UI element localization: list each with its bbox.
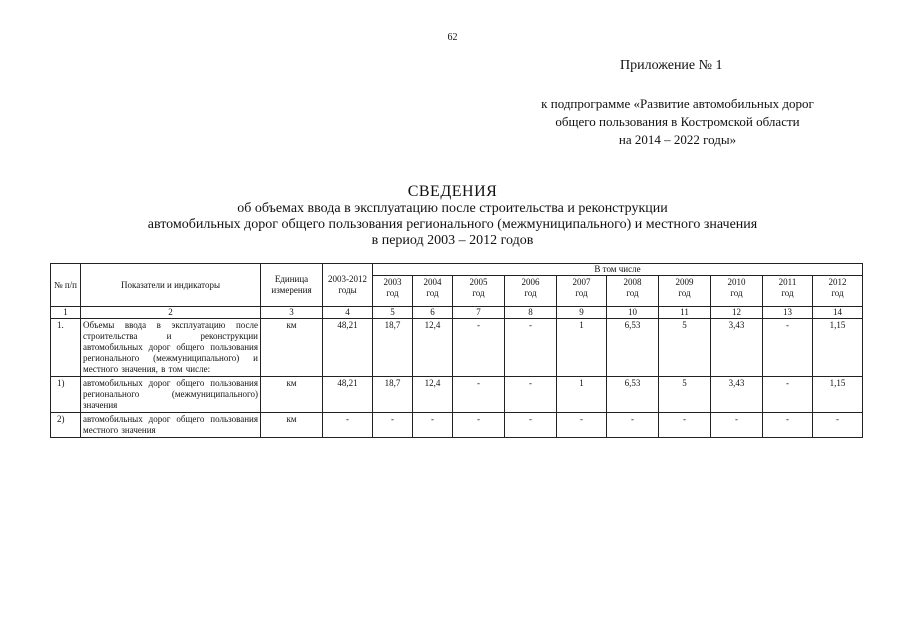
header-cell-year: 2011 год bbox=[763, 276, 813, 307]
appendix-title: Приложение № 1 bbox=[620, 58, 723, 73]
header-cell-year: 2003 год bbox=[373, 276, 413, 307]
row-value: - bbox=[453, 377, 505, 413]
table-row bbox=[51, 377, 863, 413]
header-cell-number: № п/п bbox=[51, 264, 81, 307]
subtitle bbox=[440, 95, 905, 149]
row-value: 12,4 bbox=[413, 377, 453, 413]
header-cell-indicator: Показатели и индикаторы bbox=[81, 264, 261, 307]
row-indicator: автомобильных дорог общего пользования регионального (межмуниципального) значения bbox=[81, 377, 261, 413]
row-value: - bbox=[453, 413, 505, 438]
header-cell-year: 2008 год bbox=[607, 276, 659, 307]
header-cell-year: 2007 год bbox=[557, 276, 607, 307]
header-cell-year: 2009 год bbox=[659, 276, 711, 307]
row-value: - bbox=[505, 377, 557, 413]
table-header-row bbox=[51, 264, 863, 276]
row-value: 12,4 bbox=[413, 319, 453, 377]
numbering-cell: 14 bbox=[813, 307, 863, 319]
row-value: - bbox=[557, 413, 607, 438]
row-total: - bbox=[323, 413, 373, 438]
row-value: - bbox=[505, 319, 557, 377]
data-table bbox=[50, 263, 863, 438]
numbering-cell: 9 bbox=[557, 307, 607, 319]
header-cell-group: В том числе bbox=[373, 264, 863, 276]
heading-line: автомобильных дорог общего пользования регионального (межмуниципального) и местного значения bbox=[147, 217, 758, 232]
row-number: 1. bbox=[51, 319, 81, 377]
row-value: - bbox=[453, 319, 505, 377]
row-value: 6,53 bbox=[607, 319, 659, 377]
row-value: - bbox=[763, 413, 813, 438]
document-heading-description bbox=[0, 201, 905, 249]
numbering-cell: 8 bbox=[505, 307, 557, 319]
numbering-cell: 6 bbox=[413, 307, 453, 319]
row-value: 1,15 bbox=[813, 319, 863, 377]
numbering-cell: 2 bbox=[81, 307, 261, 319]
numbering-cell: 4 bbox=[323, 307, 373, 319]
row-total: 48,21 bbox=[323, 377, 373, 413]
heading-line: в период 2003 – 2012 годов bbox=[371, 233, 534, 248]
header-cell-total: 2003-2012 годы bbox=[323, 264, 373, 307]
row-total: 48,21 bbox=[323, 319, 373, 377]
header-cell-unit: Единица измерения bbox=[261, 264, 323, 307]
row-indicator: Объемы ввода в эксплуатацию после строительства и реконструкции автомобильных дорог общего пользования регионального (межмуниципального) и местного значения, в том числе: bbox=[81, 319, 261, 377]
numbering-cell: 13 bbox=[763, 307, 813, 319]
row-value: - bbox=[607, 413, 659, 438]
row-value: 5 bbox=[659, 377, 711, 413]
row-number: 1) bbox=[51, 377, 81, 413]
row-value: - bbox=[813, 413, 863, 438]
header-cell-year: 2004 год bbox=[413, 276, 453, 307]
row-value: 18,7 bbox=[373, 377, 413, 413]
row-unit: км bbox=[261, 377, 323, 413]
row-value: - bbox=[763, 377, 813, 413]
row-value: 3,43 bbox=[711, 319, 763, 377]
numbering-cell: 10 bbox=[607, 307, 659, 319]
row-value: 5 bbox=[659, 319, 711, 377]
row-value: - bbox=[659, 413, 711, 438]
row-unit: км bbox=[261, 319, 323, 377]
table-row bbox=[51, 413, 863, 438]
header-cell-year: 2012 год bbox=[813, 276, 863, 307]
row-value: 18,7 bbox=[373, 319, 413, 377]
numbering-cell: 12 bbox=[711, 307, 763, 319]
row-value: 1,15 bbox=[813, 377, 863, 413]
table-row bbox=[51, 319, 863, 377]
row-number: 2) bbox=[51, 413, 81, 438]
header-cell-year: 2005 год bbox=[453, 276, 505, 307]
row-value: - bbox=[413, 413, 453, 438]
row-value: 6,53 bbox=[607, 377, 659, 413]
table-numbering-row bbox=[51, 307, 863, 319]
numbering-cell: 1 bbox=[51, 307, 81, 319]
row-value: 1 bbox=[557, 319, 607, 377]
row-value: - bbox=[373, 413, 413, 438]
numbering-cell: 7 bbox=[453, 307, 505, 319]
row-value: - bbox=[711, 413, 763, 438]
header-cell-year: 2006 год bbox=[505, 276, 557, 307]
header-cell-year: 2010 год bbox=[711, 276, 763, 307]
row-value: - bbox=[505, 413, 557, 438]
numbering-cell: 3 bbox=[261, 307, 323, 319]
subtitle-line: на 2014 – 2022 годы» bbox=[618, 132, 737, 147]
row-value: - bbox=[763, 319, 813, 377]
row-value: 1 bbox=[557, 377, 607, 413]
document-heading: СВЕДЕНИЯ bbox=[407, 183, 498, 200]
row-value: 3,43 bbox=[711, 377, 763, 413]
numbering-cell: 11 bbox=[659, 307, 711, 319]
subtitle-line: к подпрограмме «Развитие автомобильных дорог bbox=[541, 96, 814, 111]
row-indicator: автомобильных дорог общего пользования местного значения bbox=[81, 413, 261, 438]
numbering-cell: 5 bbox=[373, 307, 413, 319]
row-unit: км bbox=[261, 413, 323, 438]
page-number: 62 bbox=[447, 32, 458, 43]
subtitle-line: общего пользования в Костромской области bbox=[555, 114, 800, 129]
heading-line: об объемах ввода в эксплуатацию после строительства и реконструкции bbox=[237, 201, 668, 216]
